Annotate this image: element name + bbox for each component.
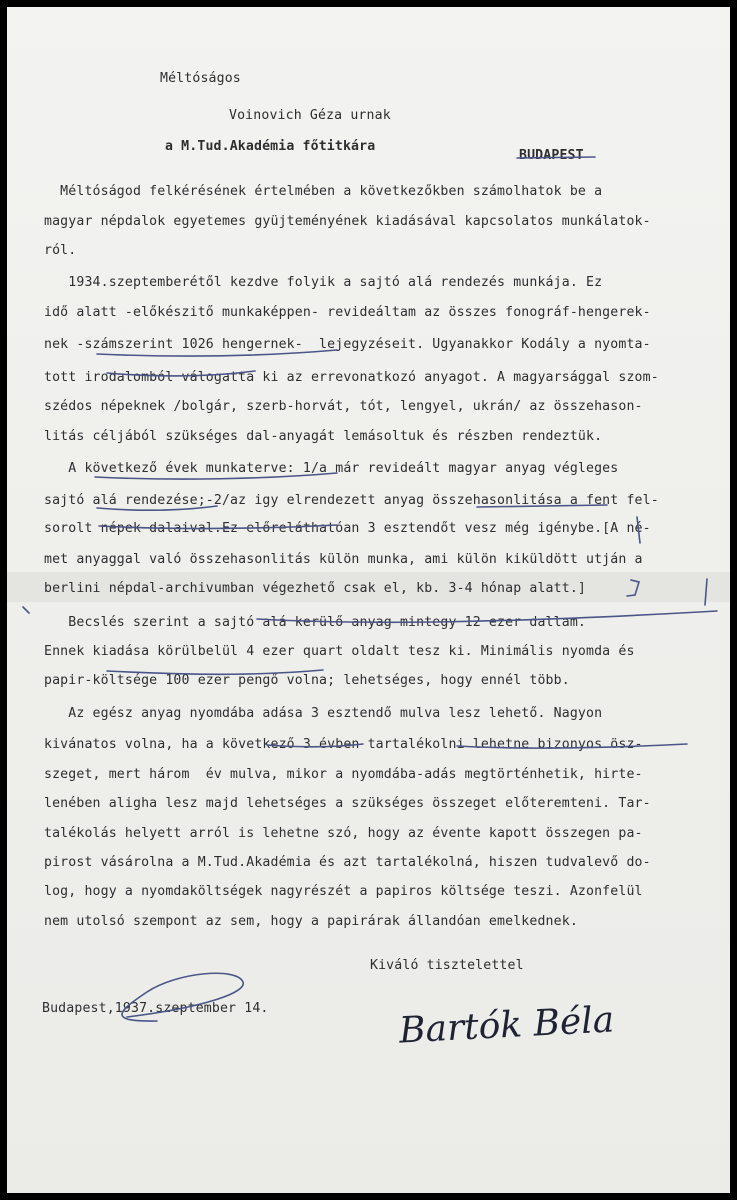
body-line: szédos népeknek /bolgár, szerb-horvát, tót, lengyel, ukrán/ az összehason- bbox=[44, 399, 643, 414]
recipient-name: Voinovich Géza urnak bbox=[229, 108, 391, 123]
body-line: tott irodalomból válogatta ki az errevonatkozó anyagot. A magyarsággal szom- bbox=[44, 370, 659, 385]
body-line: nem utolsó szempont az sem, hogy a papirárak állandóan emelkednek. bbox=[44, 914, 578, 929]
bracket-open bbox=[637, 517, 640, 543]
underline-12-ezer-dallam bbox=[257, 611, 717, 622]
body-line: sorolt népek dalaival.Ez előreláthatóan 3 esztendőt vesz még igénybe.[A né- bbox=[44, 521, 651, 536]
underline-100-ezer-pengo bbox=[107, 670, 323, 674]
body-line: Az egész anyag nyomdába adása 3 esztendő mulva lesz lehető. Nagyon bbox=[44, 706, 603, 721]
letter-page bbox=[7, 7, 730, 1193]
body-line: sajtó alá rendezése;-2/az igy elrendezett anyag összehasonlitása a fent fel- bbox=[44, 493, 659, 508]
underline-sajto-ala bbox=[97, 506, 217, 510]
body-line: berlini népdal-archivumban végezhető csak el, kb. 3-4 hónap alatt.] bbox=[44, 581, 586, 596]
underline-tartalekolni bbox=[457, 744, 687, 748]
body-line: papir-költsége 100 ezer pengő volna; lehetséges, hogy ennél több. bbox=[44, 673, 570, 688]
underline-hengernek bbox=[97, 350, 337, 356]
body-line: Becslés szerint a sajtó alá kerülő anyag mintegy 12 ezer dallam. bbox=[44, 615, 586, 630]
body-line: 1934.szeptemberétől kezdve folyik a sajtó alá rendezés munkája. Ez bbox=[44, 275, 603, 290]
closing-formula: Kiváló tisztelettel bbox=[370, 958, 524, 973]
body-line: A következő évek munkaterve: 1/a már revideált magyar anyag végleges bbox=[44, 461, 619, 476]
underline-osszehasonlitasa bbox=[477, 505, 607, 507]
recipient-title: a M.Tud.Akadémia főtitkára bbox=[165, 139, 376, 154]
body-line: met anyaggal való összehasonlitás külön munka, ami külön kiküldött utján a bbox=[44, 552, 643, 567]
underline-harom-evben bbox=[267, 744, 363, 747]
city-underline bbox=[517, 157, 595, 158]
city-heading: BUDAPEST bbox=[519, 148, 584, 163]
body-line: nek -számszerint 1026 hengernek- lejegyzéseit. Ugyanakkor Kodály a nyomta- bbox=[44, 337, 651, 352]
dateline: Budapest,1937.szeptember 14. bbox=[42, 1001, 269, 1016]
body-line: Méltóságod felkérésének értelmében a következőkben számolhatok be a bbox=[44, 184, 603, 199]
pencil-markings bbox=[7, 7, 730, 1193]
body-line: kivánatos volna, ha a következő 3 évben tartalékolni lehetne bizonyos ösz- bbox=[44, 737, 643, 752]
underline-irodalombol bbox=[107, 371, 255, 376]
body-line: magyar népdalok egyetemes gyüjteményének kiadásával kapcsolatos munkálatok- bbox=[44, 214, 651, 229]
margin-mark bbox=[23, 607, 29, 613]
body-line: talékolás helyett arról is lehetne szó, hogy az évente kapott összegen pa- bbox=[44, 826, 643, 841]
body-line: litás céljából szükséges dal-anyagát lemásoltuk és részben rendeztük. bbox=[44, 429, 603, 444]
body-line: idő alatt -előkészitő munkaképpen- revideáltam az összes fonográf-hengerek- bbox=[44, 305, 651, 320]
body-line: Ennek kiadása körülbelül 4 ezer quart oldalt tesz ki. Minimális nyomda és bbox=[44, 644, 635, 659]
handwritten-signature: Bartók Béla bbox=[398, 999, 616, 1052]
salutation-line-1: Méltóságos bbox=[160, 71, 241, 86]
pencil-loop bbox=[122, 973, 243, 1021]
margin-tick bbox=[705, 579, 707, 605]
bracket-close bbox=[627, 580, 639, 596]
body-line: pirost vásárolna a M.Tud.Akadémia és azt tartalékolná, hiszen tudvalevő do- bbox=[44, 855, 651, 870]
body-line: log, hogy a nyomdaköltségek nagyrészét a papiros költsége teszi. Azonfelül bbox=[44, 884, 643, 899]
body-line: lenében aligha lesz majd lehetséges a szükséges összeget előteremteni. Tar- bbox=[44, 796, 651, 811]
body-line: szeget, mert három év mulva, mikor a nyomdába-adás megtörténhetik, hirte- bbox=[44, 767, 643, 782]
underline-nepek-dalaival bbox=[99, 525, 337, 529]
body-line: ról. bbox=[44, 243, 77, 258]
underline-munkaterv bbox=[95, 473, 337, 479]
